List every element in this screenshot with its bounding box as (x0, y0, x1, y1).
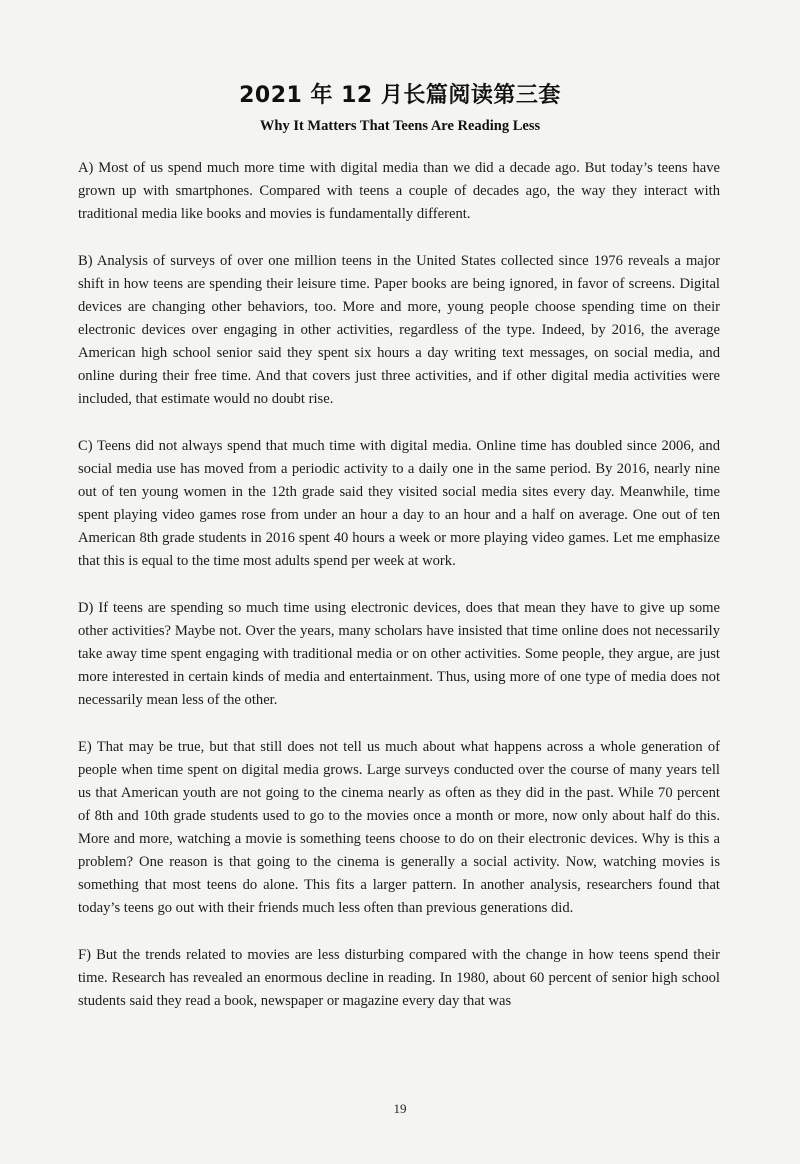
article-title: Why It Matters That Teens Are Reading Less (259, 118, 541, 134)
article-body (78, 157, 720, 1037)
paragraph-a: A) Most of us spend much more time with digital media than we did a decade ago. But today’s teens have grown up with smartphones. Compared with teens a couple of decades ago, the way they interact with traditional media like books and movies is fundamentally different. (78, 160, 720, 222)
page-number: 19 (393, 1101, 407, 1116)
paragraph-d: D) If teens are spending so much time using electronic devices, does that mean they have to give up some other activities? Maybe not. Over the years, many scholars have insisted that time online does not necessarily take away time spent engaging with traditional media or on other activities. Some people, they argue, are just more interested in certain kinds of media and entertainment. Thus, using more of one type of media does not necessarily mean less of the other. (78, 600, 720, 708)
paragraph-e: E) That may be true, but that still does not tell us much about what happens across a whole generation of people when time spent on digital media grows. Large surveys conducted over the course of many years tell us that American youth are not going to the cinema nearly as often as they did in the past. While 70 percent of 8th and 10th grade students used to go to the movies once a month or more, now only about half do this. More and more, watching a movie is something teens choose to do on their electronic devices. Why is this a problem? One reason is that going to the cinema is generally a social activity. Now, watching movies is something that most teens do alone. This fits a larger pattern. In another analysis, researchers found that today’s teens go out with their friends much less often than previous generations did. (78, 739, 720, 916)
document-title: 2021 年 12 月长篇阅读第三套 (239, 83, 561, 108)
paragraph-b: B) Analysis of surveys of over one million teens in the United States collected since 1976 reveals a major shift in how teens are spending their leisure time. Paper books are being ignored, in favor of screens. Digital devices are changing other behaviors, too. More and more, young people choose spending time on their electronic devices over engaging in other activities, regardless of the type. Indeed, by 2016, the average American high school senior said they spent six hours a day writing text messages, on social media, and online during their free time. And that covers just three activities, and if other digital media activities were included, that estimate would no doubt rise. (78, 253, 720, 407)
paragraph-f: F) But the trends related to movies are less disturbing compared with the change in how teens spend their time. Research has revealed an enormous decline in reading. In 1980, about 60 percent of senior high school students said they read a book, newspaper or magazine every day that was (78, 947, 720, 1009)
paragraph-c: C) Teens did not always spend that much time with digital media. Online time has doubled since 2006, and social media use has moved from a periodic activity to a daily one in the same period. By 2016, nearly nine out of ten young women in the 12th grade said they visited social media sites every day. Meanwhile, time spent playing video games rose from under an hour a day to an hour and a half on average. One out of ten American 8th grade students in 2016 spent 40 hours a week or more playing video games. Let me emphasize that this is equal to the time most adults spend per week at work. (78, 438, 720, 569)
